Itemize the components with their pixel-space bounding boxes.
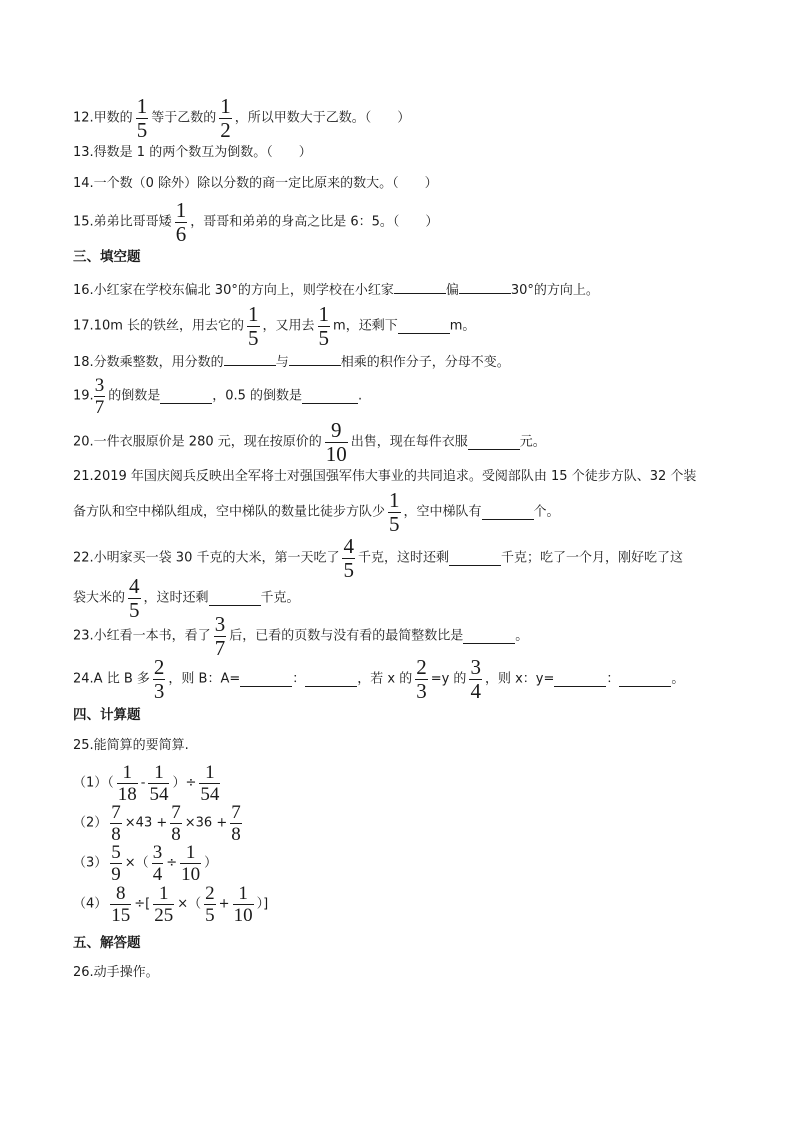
question-22-line-1: 22.小明家买一袋 30 千克的大米，第一天吃了 $\frac{4}{5}$ 千克，这时还剩 千克；吃了一个月，刚好吃了这: [73, 534, 684, 582]
answer-blank[interactable]: [554, 672, 606, 687]
c1-fraction-1: $\frac{1}{18}$: [117, 762, 137, 805]
c4-fraction-1: $\frac{8}{15}$: [111, 883, 131, 926]
section-title-word-problems: 五、解答题: [73, 935, 141, 951]
q12-text-b: 等于乙数的: [151, 110, 217, 126]
q23-fraction: $\frac{3}{7}$: [214, 612, 226, 660]
question-15: [73, 200, 438, 245]
answer-blank[interactable]: [459, 279, 511, 294]
q15-fraction: $\frac{1}{6}$: [175, 198, 187, 246]
calc-1: （1）（ $\frac{1}{18}$ - $\frac{1}{54}$ ）÷ $\frac{1}{54}$: [73, 762, 220, 805]
answer-blank[interactable]: [305, 672, 357, 687]
question-21-line-1: 21.2019 年国庆阅兵反映出全军将士对强国强军伟大事业的共同追求。受阅部队由 15 个徒步方队、32 个装: [73, 469, 697, 484]
q12-text-c: ，所以甲数大于乙数。（ ）: [234, 110, 411, 126]
q19-fraction: $\frac{3}{7}$: [94, 375, 105, 418]
answer-blank[interactable]: [160, 389, 212, 404]
question-17: 17.10m 长的铁丝，用去它的 $\frac{1}{5}$ ，又用去 $\frac{1}{5}$ m，还剩下 m。: [73, 302, 476, 350]
q20-fraction: $\frac{9}{10}$: [325, 418, 347, 466]
question-26: 26.动手操作。: [73, 965, 159, 980]
c1-fraction-2: $\frac{1}{54}$: [149, 762, 169, 805]
c4-fraction-2: $\frac{1}{25}$: [154, 883, 174, 926]
question-22-line-2: 袋大米的 $\frac{4}{5}$ ，这时还剩 千克。: [73, 574, 300, 622]
section-title-calculation: 四、计算题: [73, 707, 141, 723]
q22-fraction-1: $\frac{4}{5}$: [343, 534, 354, 582]
question-23: 23.小红看一本书，看了 $\frac{3}{7}$ 后，已看的页数与没有看的最简整数比是 。: [73, 612, 529, 660]
question-20: 20.一件衣服原价是 280 元，现在按原价的 $\frac{9}{10}$ 出售，现在每件衣服 元。: [73, 418, 546, 466]
answer-blank[interactable]: [398, 319, 450, 334]
question-24: 24.A 比 B 多 $\frac{2}{3}$ ，则 B：A= ： ，若 x 的 $\frac{2}{3}$ =y 的 $\frac{3}{4}$ ，则 x：y= ： 。: [73, 655, 685, 703]
q15-text-b: ，哥哥和弟弟的身高之比是 6：5。（ ）: [190, 214, 439, 230]
answer-blank[interactable]: [289, 351, 341, 366]
calc-3: （3） $\frac{5}{9}$ ×（ $\frac{3}{4}$ ÷ $\frac{1}{10}$ ）: [73, 842, 218, 885]
c3-fraction-3: $\frac{1}{10}$: [181, 842, 201, 885]
c2-fraction-2: $\frac{7}{8}$: [171, 802, 181, 845]
q24-fraction-3: $\frac{3}{4}$: [470, 655, 481, 703]
question-14: 14.一个数（0 除外）除以分数的商一定比原来的数大。（ ）: [73, 176, 438, 191]
answer-blank[interactable]: [209, 591, 261, 606]
c2-fraction-1: $\frac{7}{8}$: [111, 802, 121, 845]
answer-blank[interactable]: [468, 435, 520, 450]
question-25: 25.能简算的要简算.: [73, 738, 189, 753]
question-21-line-2: 备方队和空中梯队组成，空中梯队的数量比徒步方队少 $\frac{1}{5}$ ，空中梯队有 个。: [73, 488, 560, 536]
calc-2: （2） $\frac{7}{8}$ ×43 + $\frac{7}{8}$ ×36 + $\frac{7}{8}$: [73, 802, 241, 845]
question-19: 19. $\frac{3}{7}$ 的倒数是 ，0.5 的倒数是 .: [73, 375, 363, 418]
calc-4: （4） $\frac{8}{15}$ ÷[ $\frac{1}{25}$ ×（ $\frac{2}{5}$ + $\frac{1}{10}$ ）]: [73, 883, 269, 926]
answer-blank[interactable]: [224, 351, 276, 366]
c4-fraction-3: $\frac{2}{5}$: [205, 883, 215, 926]
answer-blank[interactable]: [463, 629, 515, 644]
question-13: 13.得数是 1 的两个数互为倒数。（ ）: [73, 145, 312, 160]
q15-text-a: 15.弟弟比哥哥矮: [73, 214, 172, 230]
c1-fraction-3: $\frac{1}{54}$: [200, 762, 220, 805]
q12-text-a: 12.甲数的: [73, 110, 133, 126]
c2-fraction-3: $\frac{7}{8}$: [231, 802, 241, 845]
answer-blank[interactable]: [449, 551, 501, 566]
c3-fraction-2: $\frac{3}{4}$: [152, 842, 163, 885]
q21-fraction: $\frac{1}{5}$: [389, 488, 400, 536]
answer-blank[interactable]: [240, 672, 292, 687]
c3-fraction-1: $\frac{5}{9}$: [111, 842, 121, 885]
q12-fraction-2: $\frac{1}{2}$: [220, 94, 231, 142]
answer-blank[interactable]: [394, 279, 446, 294]
answer-blank[interactable]: [482, 505, 534, 520]
section-title-fill-blank: 三、填空题: [73, 249, 141, 265]
c4-fraction-4: $\frac{1}{10}$: [233, 883, 253, 926]
q17-fraction-1: $\frac{1}{5}$: [248, 302, 259, 350]
answer-blank[interactable]: [302, 389, 358, 404]
question-18: 18.分数乘整数，用分数的 与 相乘的积作分子，分母不变。: [73, 351, 510, 373]
q24-fraction-1: $\frac{2}{3}$: [153, 655, 165, 703]
answer-blank[interactable]: [619, 672, 671, 687]
question-12: [73, 96, 410, 141]
question-16: 16.小红家在学校东偏北 30°的方向上，则学校在小红家 偏 30°的方向上。: [73, 279, 599, 301]
q17-fraction-2: $\frac{1}{5}$: [318, 302, 330, 350]
q12-fraction-1: $\frac{1}{5}$: [136, 94, 148, 142]
q24-fraction-2: $\frac{2}{3}$: [416, 655, 427, 703]
q22-fraction-2: $\frac{4}{5}$: [129, 574, 140, 622]
